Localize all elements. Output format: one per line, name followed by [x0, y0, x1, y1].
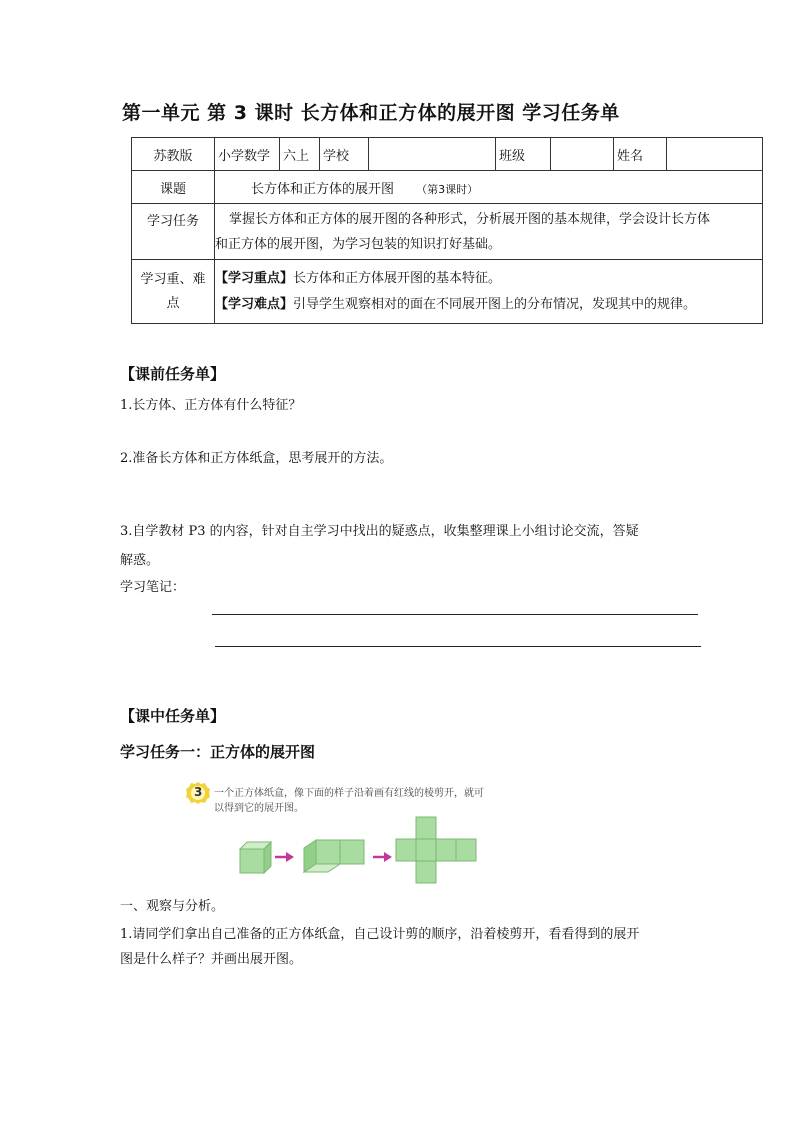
- pre-class-q2: 2.准备长方体和正方体纸盒，思考展开的方法。: [120, 451, 393, 466]
- figure-caption-line-1: 一个正方体纸盒，像下面的样子沿着画有红线的棱剪开，就可: [214, 788, 484, 799]
- keypoint-label: [132, 260, 215, 324]
- task-line-1: 掌握长方体和正方体的展开图的各种形式，分析展开图的基本规律，学会设计长方体: [229, 211, 711, 227]
- difficult-text: 引导学生观察相对的面在不同展开图上的分布情况，发现其中的规律。: [293, 296, 697, 312]
- info-row-keypoints: [132, 260, 763, 324]
- notes-line-2[interactable]: [215, 646, 701, 647]
- difficult-point: [215, 292, 762, 318]
- part1-heading: 一、观察与分析。: [120, 899, 225, 914]
- pre-class-q1: 1.长方体、正方体有什么特征？: [120, 398, 302, 413]
- pre-class-q3-line-2: 解惑。: [120, 553, 160, 568]
- cell-school-value[interactable]: [369, 138, 496, 171]
- cell-school-label: 学校: [320, 138, 369, 171]
- keypoint-cell: [215, 260, 763, 324]
- arrow-right-icon: [275, 852, 294, 862]
- info-row-task: [132, 204, 763, 260]
- arrow-right-icon: [373, 852, 392, 862]
- part1-q1-line-1: 1.请同学们拿出自己准备的正方体纸盒，自己设计剪的顺序，沿着棱剪开，看看得到的展开: [120, 927, 640, 942]
- cell-class-value[interactable]: [551, 138, 614, 171]
- keypoint-label-line-1: 学习重、难: [140, 271, 206, 287]
- task-line-2: 和正方体的展开图，为学习包装的知识打好基础。: [215, 236, 502, 252]
- pre-class-heading: 【课前任务单】: [120, 365, 226, 383]
- pre-class-q3-line-1: 3.自学教材 P3 的内容，针对自主学习中找出的疑惑点，收集整理课上小组讨论交流，答疑: [120, 524, 639, 539]
- topic-value: 长方体和正方体的展开图: [251, 181, 395, 197]
- cell-name-label: 姓名: [614, 138, 667, 171]
- cell-subject: 小学数学: [215, 138, 280, 171]
- info-table: [131, 137, 763, 324]
- topic-note: （第3课时）: [416, 182, 479, 196]
- cell-edition: 苏教版: [132, 138, 215, 171]
- figure-badge: 3: [194, 785, 203, 799]
- notes-line-1[interactable]: [212, 614, 698, 615]
- in-class-heading: 【课中任务单】: [120, 707, 226, 725]
- part1-q1-line-2: 图是什么样子？并画出展开图。: [120, 952, 303, 967]
- key-tag: 【学习重点】: [215, 270, 294, 286]
- cell-name-value[interactable]: [667, 138, 763, 171]
- page-title: 第一单元 第 3 课时 长方体和正方体的展开图 学习任务单: [122, 102, 620, 124]
- task-cell: [215, 204, 763, 260]
- topic-cell: [215, 171, 763, 204]
- cube-net-icon: [396, 817, 476, 883]
- info-row-header: [132, 138, 763, 171]
- notes-label: 学习笔记：: [120, 580, 186, 595]
- key-text: 长方体和正方体展开图的基本特征。: [293, 270, 502, 286]
- info-row-topic: [132, 171, 763, 204]
- keypoint-label-line-2: 点: [166, 295, 180, 311]
- cube-icon: [240, 842, 271, 873]
- key-point: [215, 266, 762, 292]
- task1-title: 学习任务一：正方体的展开图: [120, 743, 316, 761]
- task-label: 学习任务: [132, 204, 215, 260]
- cell-class-label: 班级: [496, 138, 551, 171]
- figure-caption-line-2: 以得到它的展开图。: [214, 803, 304, 814]
- difficult-tag: 【学习难点】: [215, 296, 294, 312]
- topic-label: 课题: [132, 171, 215, 204]
- cell-grade: 六上: [280, 138, 320, 171]
- partial-unfold-icon: [304, 840, 364, 872]
- unfolding-figure: [186, 781, 516, 891]
